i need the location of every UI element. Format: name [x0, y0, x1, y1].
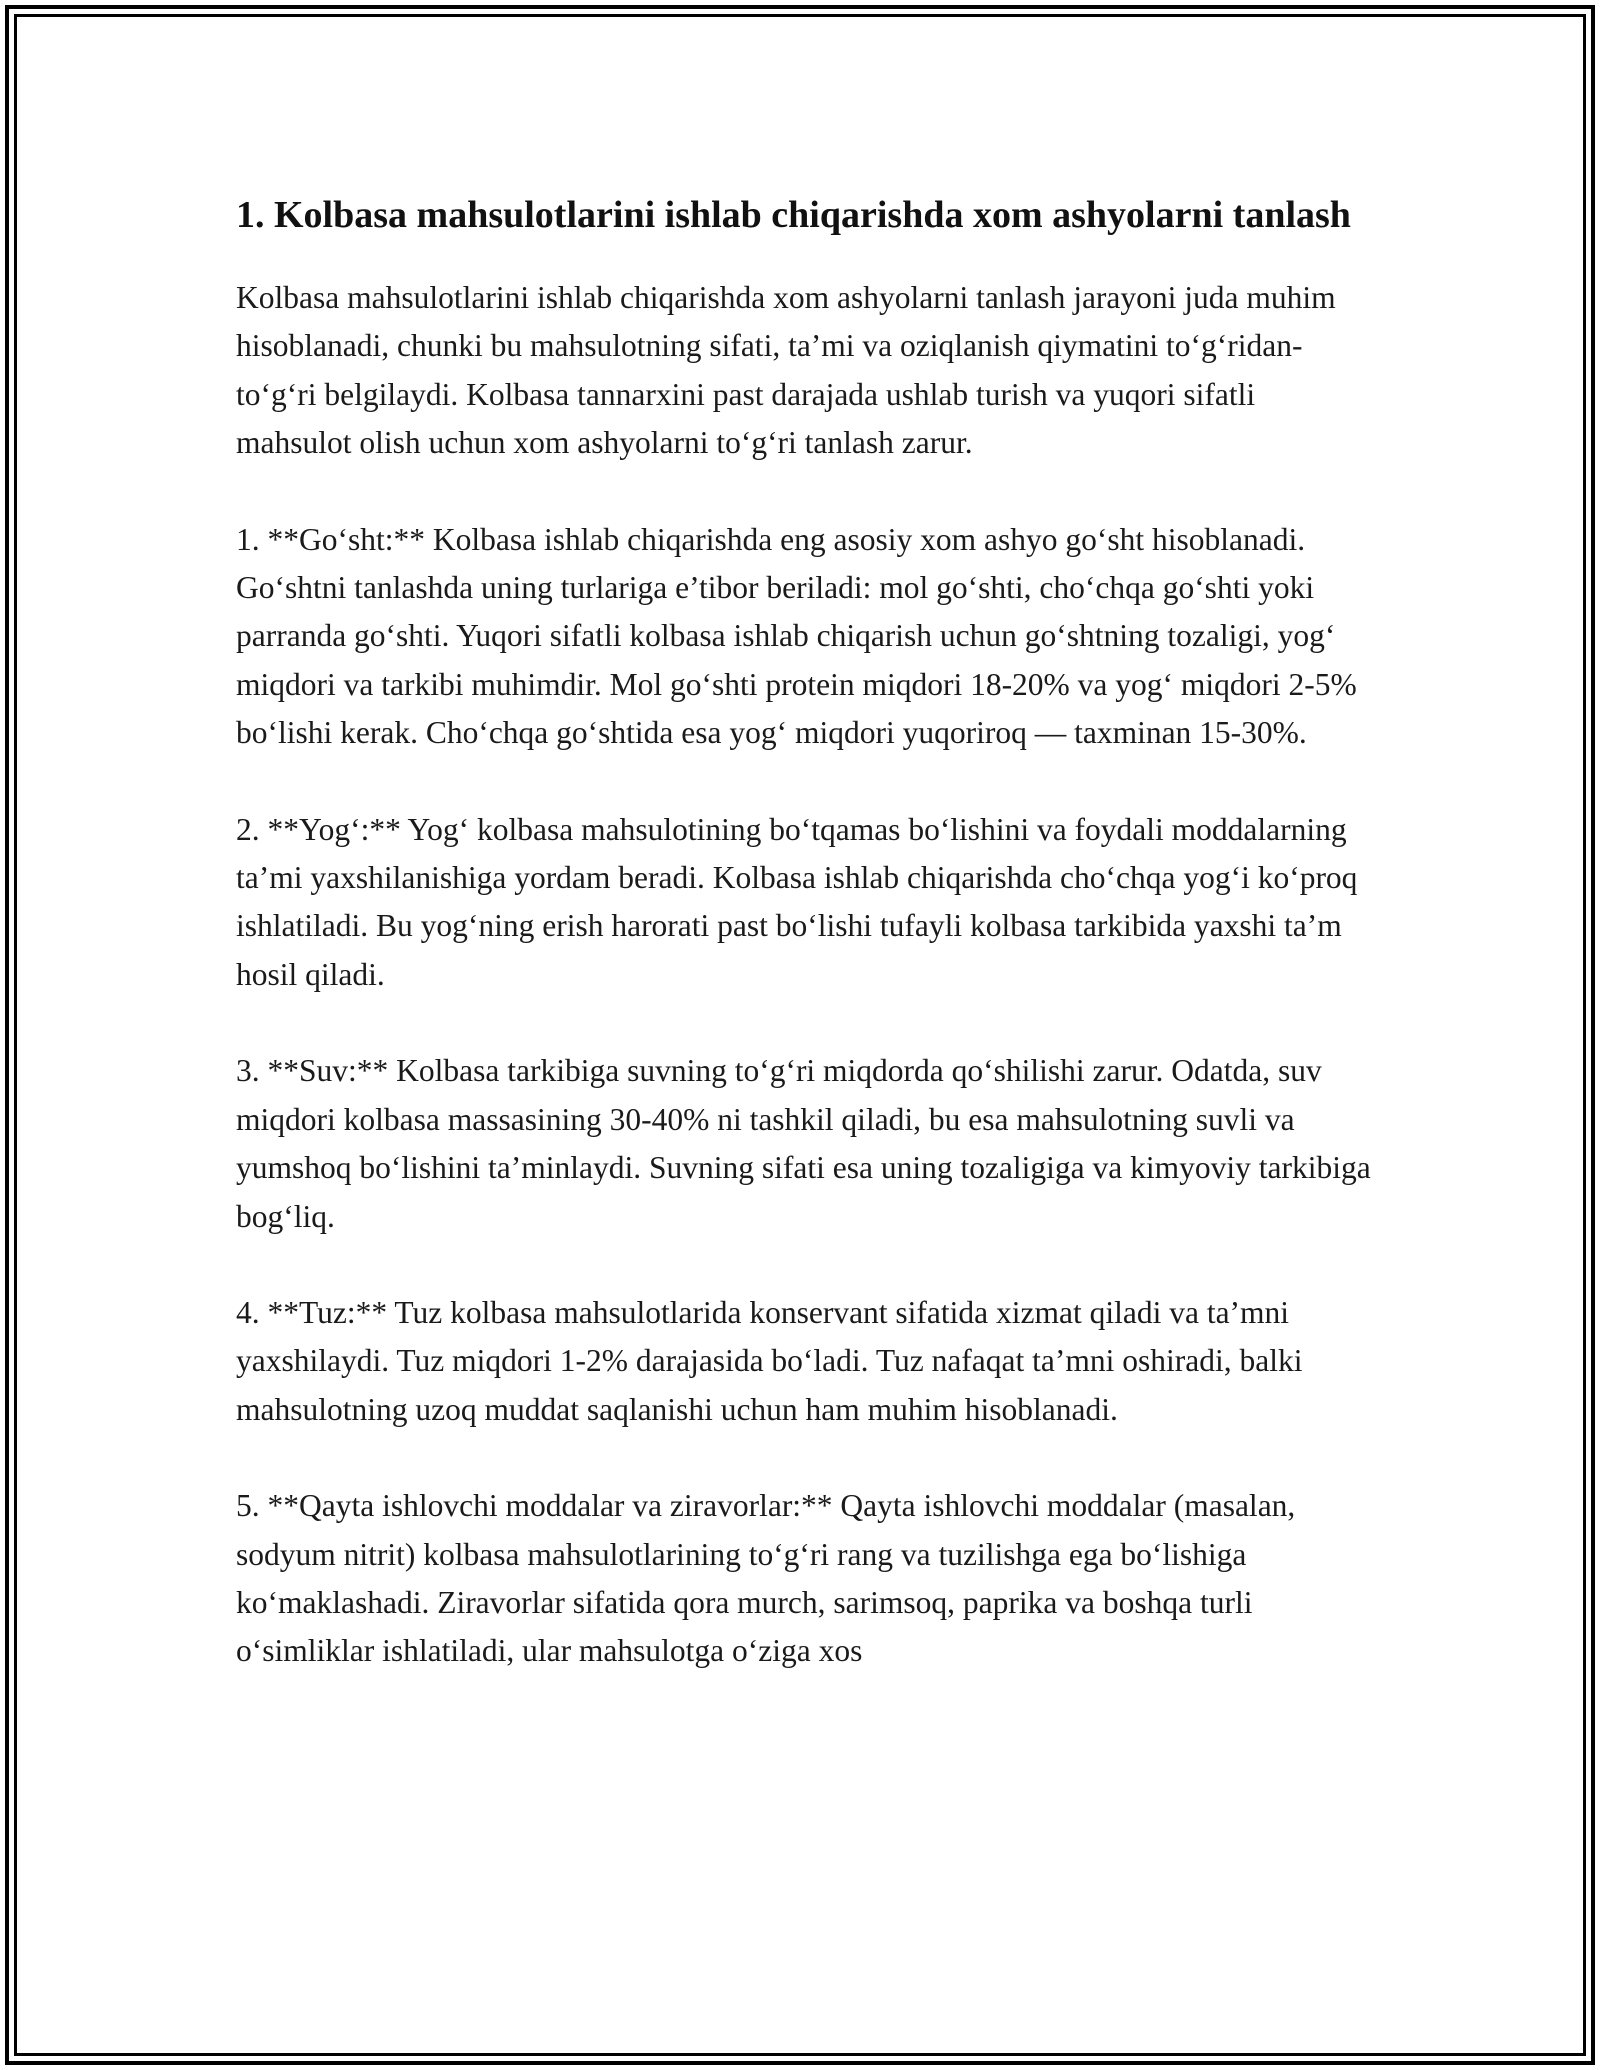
document-body: [236, 188, 1376, 1724]
item-water-paragraph: 3. **Suv:** Kolbasa tarkibiga suvning to‘g‘ri miqdorda qo‘shilishi zarur. Odatda, suv miqdori kolbasa massasining 30-40% ni tashkil qiladi, bu esa mahsulotning suvli va yumshoq bo‘lishini ta’minlaydi. Suvning sifati esa uning tozaligiga va kimyoviy tarkibiga bog‘liq.: [236, 1053, 1371, 1234]
item-meat-paragraph: 1. **Go‘sht:** Kolbasa ishlab chiqarishda eng asosiy xom ashyo go‘sht hisoblanadi. Go‘shtni tanlashda uning turlariga e’tibor beriladi: mol go‘shti, cho‘chqa go‘shti yoki parranda go‘shti. Yuqori sifatli kolbasa ishlab chiqarish uchun go‘shtning tozaligi, yog‘ miqdori va tarkibi muhimdir. Mol go‘shti protein miqdori 18-20% va yog‘ miqdori 2-5% bo‘lishi kerak. Cho‘chqa go‘shtida esa yog‘ miqdori yuqoriroq — taxminan 15-30%.: [236, 521, 1357, 751]
section-heading: 1. Kolbasa mahsulotlarini ishlab chiqarishda xom ashyolarni tanlash: [236, 194, 1351, 236]
intro-paragraph: Kolbasa mahsulotlarini ishlab chiqarishda xom ashyolarni tanlash jarayoni juda muhim hisoblanadi, chunki bu mahsulotning sifati, ta’mi va oziqlanish qiymatini to‘g‘ridan-to‘g‘ri belgilaydi. Kolbasa tannarxini past darajada ushlab turish va yuqori sifatli mahsulot olish uchun xom ashyolarni to‘g‘ri tanlash zarur.: [236, 280, 1336, 461]
item-fat-paragraph: 2. **Yog‘:** Yog‘ kolbasa mahsulotining bo‘tqamas bo‘lishini va foydali moddalarning ta’mi yaxshilanishiga yordam beradi. Kolbasa ishlab chiqarishda cho‘chqa yog‘i ko‘proq ishlatiladi. Bu yog‘ning erish harorati past bo‘lishi tufayli kolbasa tarkibida yaxshi ta’m hosil qiladi.: [236, 811, 1358, 992]
item-salt-paragraph: 4. **Tuz:** Tuz kolbasa mahsulotlarida konservant sifatida xizmat qiladi va ta’mni yaxshilaydi. Tuz miqdori 1-2% darajasida bo‘ladi. Tuz nafaqat ta’mni oshiradi, balki mahsulotning uzoq muddat saqlanishi uchun ham muhim hisoblanadi.: [236, 1294, 1303, 1427]
item-additives-paragraph: 5. **Qayta ishlovchi moddalar va ziravorlar:** Qayta ishlovchi moddalar (masalan, sodyum nitrit) kolbasa mahsulotlarining to‘g‘ri rang va tuzilishga ega bo‘lishiga ko‘maklashadi. Ziravorlar sifatida qora murch, sarimsoq, paprika va boshqa turli o‘simliklar ishlatiladi, ular mahsulotga o‘ziga xos: [236, 1488, 1296, 1669]
